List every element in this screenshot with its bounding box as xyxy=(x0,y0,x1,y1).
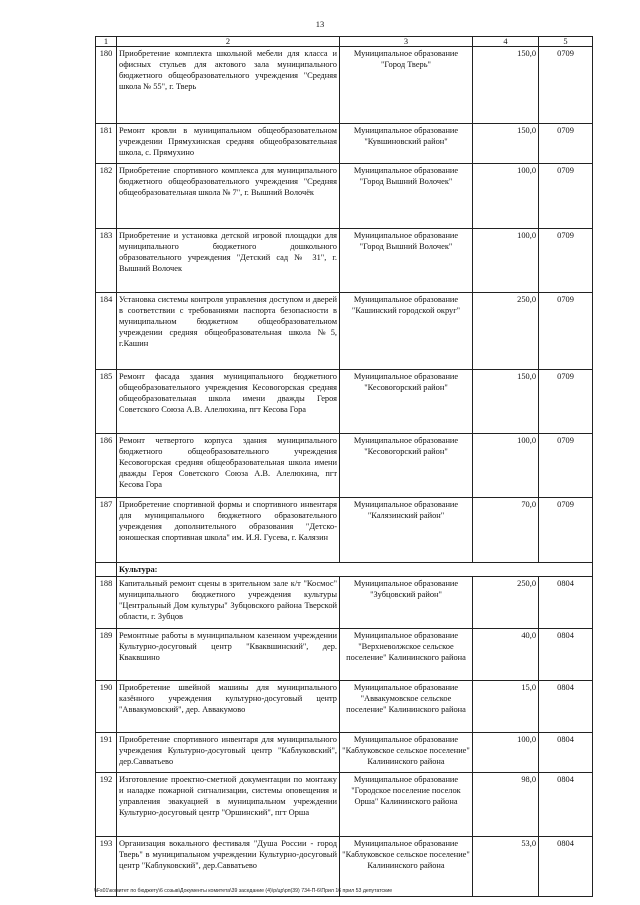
row-municipality: Муниципальное образование "Город Вышний Волочек" xyxy=(340,229,473,293)
section-empty-cell xyxy=(96,563,117,577)
table-row xyxy=(96,164,593,229)
table-row xyxy=(96,434,593,498)
table-row xyxy=(96,773,593,837)
row-number: 182 xyxy=(96,164,117,229)
row-code: 0709 xyxy=(539,498,593,563)
row-municipality: Муниципальное образование "Кашинский городской округ" xyxy=(340,293,473,370)
header-row xyxy=(96,37,593,47)
row-description: Приобретение спортивного инвентаря для муниципального учреждения Культурно-досуговый центр "Каблуковский", дер.Савватьево xyxy=(117,733,340,773)
row-amount: 98,0 xyxy=(473,773,539,837)
row-code: 0709 xyxy=(539,293,593,370)
row-amount: 100,0 xyxy=(473,434,539,498)
row-number: 183 xyxy=(96,229,117,293)
row-municipality: Муниципальное образование "Кесовогорский район" xyxy=(340,434,473,498)
row-number: 190 xyxy=(96,681,117,733)
row-description: Установка системы контроля управления доступом и дверей в соответствии с требованиями паспорта безопасности в муниципальном бюджетном общеобразовательном учреждении средняя общеобразовательная школа №5, г.Кашин xyxy=(117,293,340,370)
row-amount: 53,0 xyxy=(473,837,539,897)
row-amount: 150,0 xyxy=(473,47,539,124)
row-code: 0709 xyxy=(539,47,593,124)
row-description: Приобретение швейной машины для муниципального казённого учреждения культурно-досуговый центр "Аввакумовский", дер. Аввакумово xyxy=(117,681,340,733)
header-cell-5: 5 xyxy=(539,37,593,47)
row-municipality: Муниципальное образование "Кувшиновский район" xyxy=(340,124,473,164)
row-number: 187 xyxy=(96,498,117,563)
row-municipality: Муниципальное образование "Каблуковское сельское поселение" Калининского района xyxy=(340,837,473,897)
table-row xyxy=(96,229,593,293)
row-amount: 250,0 xyxy=(473,577,539,629)
row-municipality: Муниципальное образование "Калязинский район" xyxy=(340,498,473,563)
section-row xyxy=(96,563,593,577)
header-cell-2: 2 xyxy=(117,37,340,47)
header-cell-4: 4 xyxy=(473,37,539,47)
table-row xyxy=(96,629,593,681)
table-row xyxy=(96,124,593,164)
row-description: Приобретение спортивной формы и спортивного инвентаря для муниципального бюджетного образовательного учреждения дополнительного образования "Детско-юношеская спортивная школа" им. И.Я. Гусева, г. Калязин xyxy=(117,498,340,563)
row-description: Ремонтные работы в муниципальном казенном учреждении Культурно-досуговый центр "Кваквшинский", дер. Кваквшино xyxy=(117,629,340,681)
row-code: 0804 xyxy=(539,629,593,681)
row-number: 191 xyxy=(96,733,117,773)
row-code: 0709 xyxy=(539,164,593,229)
row-code: 0804 xyxy=(539,681,593,733)
row-municipality: Муниципальное образование "Город Вышний Волочек" xyxy=(340,164,473,229)
row-amount: 100,0 xyxy=(473,733,539,773)
table-row xyxy=(96,370,593,434)
row-description: Приобретение спортивного комплекса для муниципального бюджетного общеобразовательного учреждения "Средняя общеобразовательная школа № 7", г. Вышний Волочёк xyxy=(117,164,340,229)
table-row xyxy=(96,577,593,629)
row-description: Капитальный ремонт сцены в зрительном зале к/т "Космос" муниципального бюджетного учреждения культуры "Центральный Дом культуры" Зубцовского района Тверской области, г. Зубцов xyxy=(117,577,340,629)
budget-table xyxy=(95,36,593,897)
row-description: Ремонт кровли в муниципальном общеобразовательном учреждении Прямухинская средняя общеобразовательная школа, с. Прямухино xyxy=(117,124,340,164)
row-number: 192 xyxy=(96,773,117,837)
row-number: 184 xyxy=(96,293,117,370)
row-code: 0804 xyxy=(539,773,593,837)
row-amount: 150,0 xyxy=(473,124,539,164)
row-code: 0804 xyxy=(539,577,593,629)
row-amount: 15,0 xyxy=(473,681,539,733)
row-description: Приобретение и установка детской игровой площадки для муниципального бюджетного дошкольного образовательного учреждения "Детский сад № 31", г. Вышний Волочек xyxy=(117,229,340,293)
table-row xyxy=(96,681,593,733)
table-row xyxy=(96,293,593,370)
row-municipality: Муниципальное образование "Городское поселение поселок Орша" Калининского района xyxy=(340,773,473,837)
file-path-footer: \\Fs01\комитет по бюджету\6 созыв\Документы комитета\39 заседание (4)\р/цр\рп(39) 734-П-6\Прил 16 прил 53 депутатские xyxy=(94,888,393,894)
row-code: 0709 xyxy=(539,434,593,498)
row-number: 181 xyxy=(96,124,117,164)
table-row xyxy=(96,47,593,124)
row-number: 188 xyxy=(96,577,117,629)
row-code: 0804 xyxy=(539,837,593,897)
row-description: Организация вокального фестиваля "Душа России - город Тверь" в муниципальном учреждении Культурно-досуговый центр "Каблуковский", дер.Савватьево xyxy=(117,837,340,897)
row-municipality: Муниципальное образование "Аввакумовское сельское поселение" Калининского района xyxy=(340,681,473,733)
header-cell-3: 3 xyxy=(340,37,473,47)
table-row xyxy=(96,733,593,773)
row-municipality: Муниципальное образование "Верхневолжское сельское поселение" Калининского района xyxy=(340,629,473,681)
row-amount: 100,0 xyxy=(473,229,539,293)
row-code: 0709 xyxy=(539,229,593,293)
row-amount: 40,0 xyxy=(473,629,539,681)
row-description: Приобретение комплекта школьной мебели для класса и офисных стульев для актового зала муниципального бюджетного общеобразовательного учреждения "Средняя школа № 55", г. Тверь xyxy=(117,47,340,124)
row-description: Ремонт фасада здания муниципального бюджетного общеобразовательного учреждения Кесовогорская средняя общеобразовательная школа имени дважды Героя Советского Союза А.В. Алелюхина, пгт Кесова Гора xyxy=(117,370,340,434)
row-amount: 100,0 xyxy=(473,164,539,229)
row-number: 185 xyxy=(96,370,117,434)
row-code: 0804 xyxy=(539,733,593,773)
row-amount: 150,0 xyxy=(473,370,539,434)
row-municipality: Муниципальное образование "Кесовогорский район" xyxy=(340,370,473,434)
row-number: 189 xyxy=(96,629,117,681)
row-municipality: Муниципальное образование "Город Тверь" xyxy=(340,47,473,124)
row-municipality: Муниципальное образование "Каблуковское сельское поселение" Калининского района xyxy=(340,733,473,773)
row-amount: 250,0 xyxy=(473,293,539,370)
row-number: 193 xyxy=(96,837,117,897)
row-description: Изготовление проектно-сметной документации по монтажу и наладке пожарной сигнализации, системы оповещения и управления эвакуацией в муниципальном учреждении Культурно-досуговый центр "Оршинский", пгт Орша xyxy=(117,773,340,837)
row-code: 0709 xyxy=(539,370,593,434)
table-row xyxy=(96,498,593,563)
row-description: Ремонт четвертого корпуса здания муниципального бюджетного общеобразовательного учреждения Кесовогорская средняя общеобразовательная школа имени дважды Героя Советского Союза А.В. Алелюхина, пгт Кесова Гора xyxy=(117,434,340,498)
row-amount: 70,0 xyxy=(473,498,539,563)
section-title: Культура: xyxy=(117,563,593,577)
header-cell-1: 1 xyxy=(96,37,117,47)
row-number: 180 xyxy=(96,47,117,124)
page-number: 13 xyxy=(315,19,325,29)
row-municipality: Муниципальное образование "Зубцовский район" xyxy=(340,577,473,629)
row-number: 186 xyxy=(96,434,117,498)
row-code: 0709 xyxy=(539,124,593,164)
